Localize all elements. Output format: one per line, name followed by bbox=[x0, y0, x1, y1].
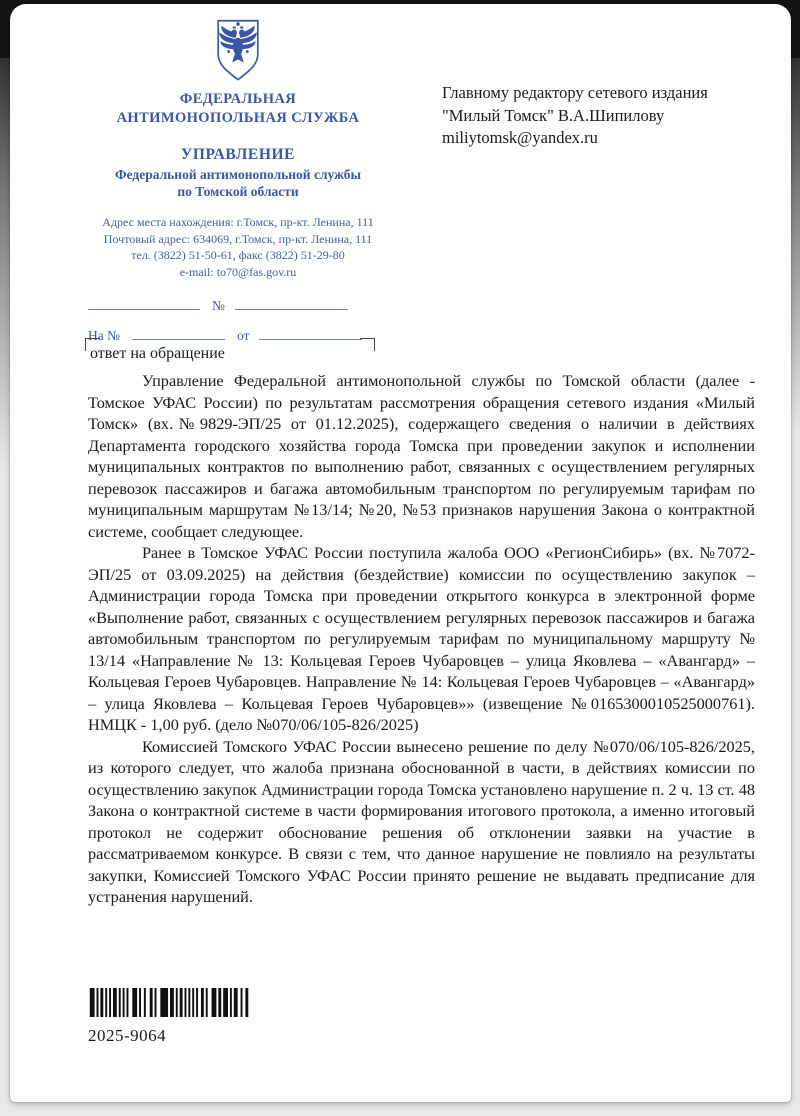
letterhead bbox=[58, 18, 418, 346]
recipient-position: Главному редактору сетевого издания bbox=[442, 83, 708, 102]
number-sign: № bbox=[212, 298, 225, 313]
outgoing-number-blank bbox=[235, 296, 348, 310]
corner-mark-right-icon bbox=[360, 338, 375, 351]
address-email: e-mail: to70@fas.gov.ru bbox=[179, 264, 297, 279]
subject-line bbox=[85, 338, 375, 368]
dept-line1: Федеральной антимонопольной службы bbox=[114, 167, 362, 182]
recipient-block bbox=[442, 82, 772, 150]
from-label: от bbox=[237, 328, 250, 343]
address-postal: Почтовый адрес: 634069, г.Томск, пр-кт. Ленина, 111 bbox=[103, 231, 373, 246]
address-location: Адрес места нахождения: г.Томск, пр-кт. Ленина, 111 bbox=[102, 215, 374, 229]
document-number: 2025-9064 bbox=[88, 1026, 167, 1045]
outgoing-date-blank bbox=[88, 296, 200, 310]
footer bbox=[88, 988, 252, 1046]
coat-of-arms-icon bbox=[209, 18, 267, 84]
recipient-name: "Милый Томск" В.А.Шипилову bbox=[442, 105, 665, 125]
recipient-email: miliytomsk@yandex.ru bbox=[442, 128, 598, 147]
address-phone-fax: тел. (3822) 51-50-61, факс (3822) 51-29-80 bbox=[131, 248, 345, 262]
dept-line2: по Томской области bbox=[177, 184, 299, 199]
paragraph-2: Ранее в Томское УФАС России поступила жалоба ООО «РегионСибирь» (вх. №7072-ЭП/25 от 03.09.2025) на действия (бездействие) комиссии по осуществлению закупок – Администрации города Томска при проведении открытого конкурса в электронной форме «Выполнение работ, связанных с осуществлением регулярных перевозок пассажиров и багажа автомобильным транспортом по регулируемым тарифам по муниципальному маршруту № 13/14 «Направление № 13: Кольцевая Героев Чубаровцев – улица Яковлева – «Авангард» – Кольцевая Героев Чубаровцев. Направление № 14: Кольцевая Героев Чубаровцев – «Авангард» – улица Яковлева – Кольцевая Героев Чубаровцев»» (извещение №0165300010525000761). НМЦК - 1,00 руб. (дело №070/06/105-826/2025) bbox=[88, 543, 755, 734]
paragraph-1: Управление Федеральной антимонопольной службы по Томской области (далее - Томское УФАС России) по результатам рассмотрения обращения сетевого издания «Милый Томск» (вх.№9829-ЭП/25 от 01.12.2025), содержащего сведения о наличии в действиях Департамента городского хозяйства города Томска при проведении закупок и исполнении муниципальных контрактов по выполнению работ, связанных с осуществлением регулярных перевозок пассажиров и багажа автомобильным транспортом по регулируемым тарифам по муниципальным маршрутам №13/14; №20, №53 признаков нарушения Закона о контрактной системе, сообщает следующее. bbox=[88, 371, 755, 541]
document-page bbox=[10, 4, 791, 1102]
paragraph-3: Комиссией Томского УФАС России вынесено решение по делу №070/06/105-826/2025, из которого следует, что жалоба признана обоснованной в части, в действиях комиссии по осуществлению закупок Администрации города Томска установлено нарушение п. 2 ч. 13 ст. 48 Закона о контрактной системе в части формирования итогового протокола, а именно итоговый протокол не содержит обоснование решения об отклонении заявки на участие в рассматриваемом конкурсе. В связи с тем, что данное нарушение не повлияло на результаты закупки, Комиссией Томского УФАС России принято решение не выдавать предписание для устранения нарушений. bbox=[88, 736, 755, 906]
address-block bbox=[58, 214, 418, 280]
outgoing-number-row bbox=[88, 296, 418, 316]
dept-title: УПРАВЛЕНИЕ bbox=[180, 146, 296, 163]
org-name-line1: ФЕДЕРАЛЬНАЯ bbox=[179, 91, 297, 107]
barcode bbox=[88, 988, 252, 1017]
reply-to-label: На № bbox=[88, 328, 120, 343]
letter-body bbox=[88, 370, 755, 908]
org-name-line2: АНТИМОНОПОЛЬНАЯ СЛУЖБА bbox=[116, 110, 360, 126]
subject-text: ответ на обращение bbox=[90, 345, 225, 362]
